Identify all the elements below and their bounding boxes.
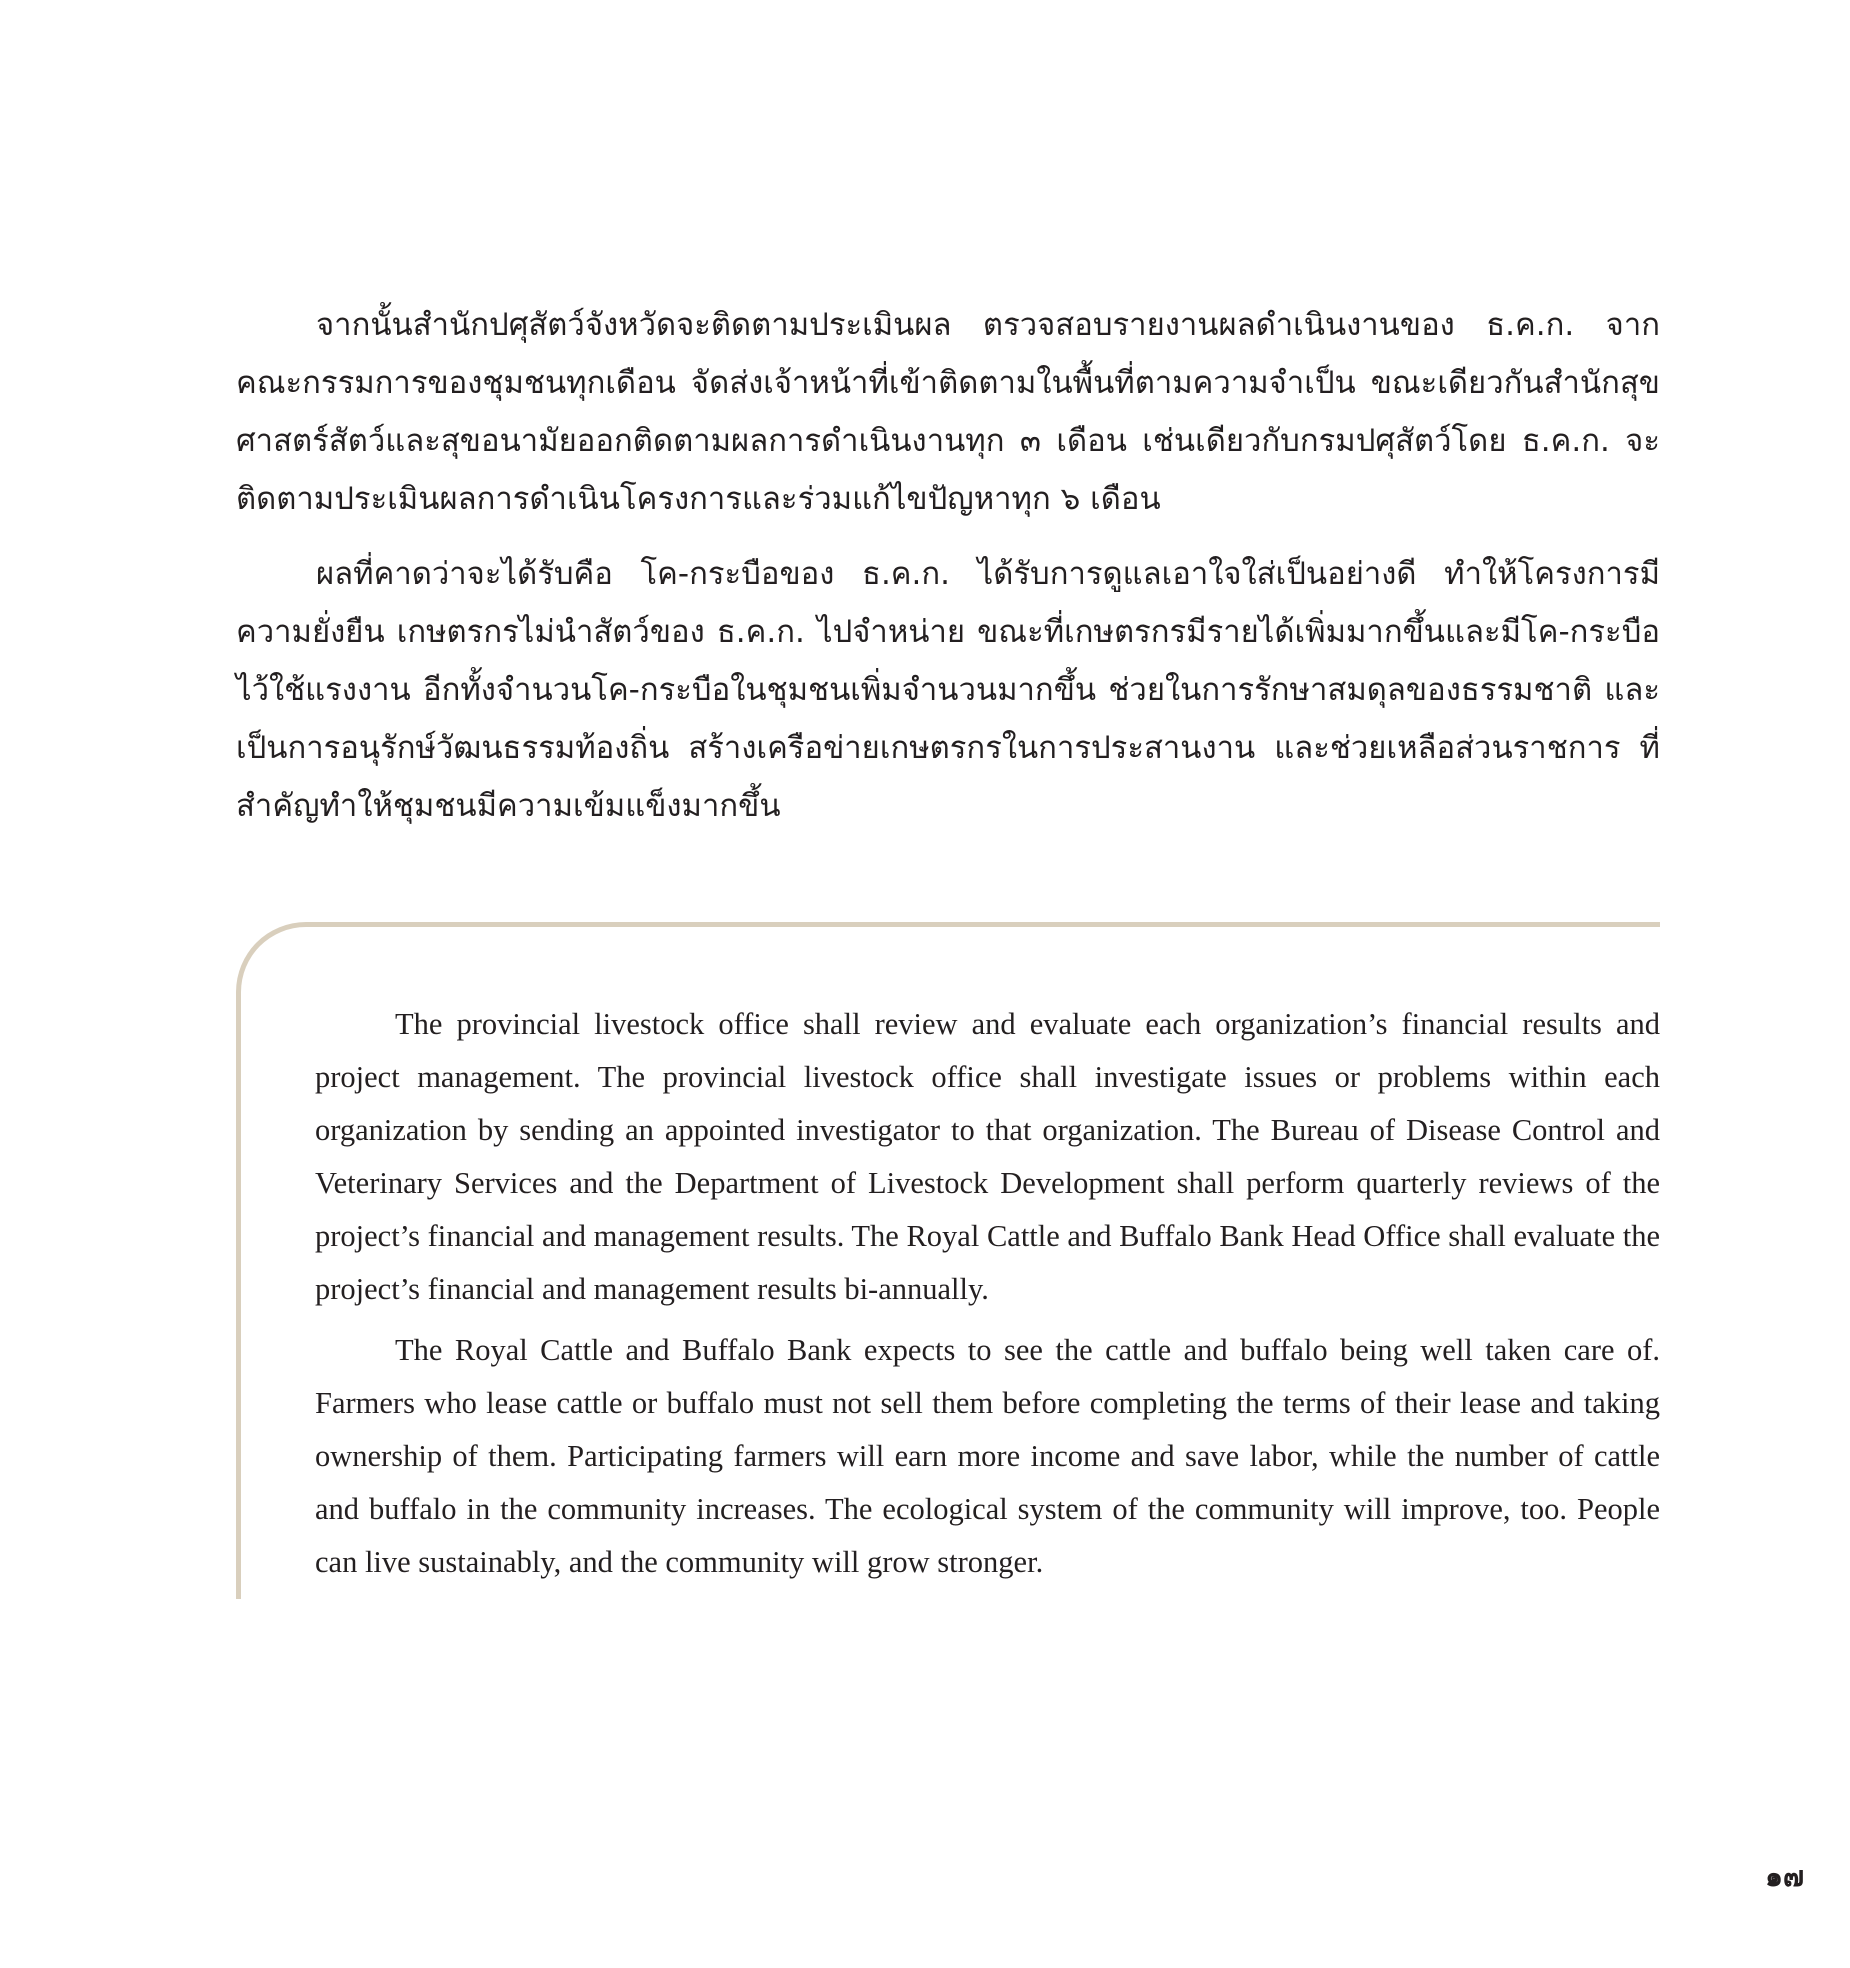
thai-paragraph: ผลที่คาดว่าจะได้รับคือ โค-กระบือของ ธ.ค.ก. ได้รับการดูแลเอาใจใส่เป็นอย่างดี ทำให้โครงการมีความยั่งยืน เกษตรกรไม่นำสัตว์ของ ธ.ค.ก. ไปจำหน่าย ขณะที่เกษตรกรมีรายได้เพิ่มมากขึ้นและมีโค-กระบือไว้ใช้แรงงาน อีกทั้งจำนวนโค-กระบือในชุมชนเพิ่มจำนวนมากขึ้น ช่วยในการรักษาสมดุลของธรรมชาติ และเป็นการอนุรักษ์วัฒนธรรมท้องถิ่น สร้างเครือข่ายเกษตรกรในการประสานงาน และช่วยเหลือส่วนราชการ ที่สำคัญทำให้ชุมชนมีความเข้มแข็งมากขึ้น (236, 556, 1660, 824)
english-text-section (315, 998, 1660, 1597)
page-number: ๑๗ (1765, 1860, 1804, 1893)
thai-paragraph: จากนั้นสำนักปศุสัตว์จังหวัดจะติดตามประเมินผล ตรวจสอบรายงานผลดำเนินงานของ ธ.ค.ก. จากคณะกรรมการของชุมชนทุกเดือน จัดส่งเจ้าหน้าที่เข้าติดตามในพื้นที่ตามความจำเป็น ขณะเดียวกันสำนักสุขศาสตร์สัตว์และสุขอนามัยออกติดตามผลการดำเนินงานทุก ๓ เดือน เช่นเดียวกับกรมปศุสัตว์โดย ธ.ค.ก. จะติดตามประเมินผลการดำเนินโครงการและร่วมแก้ไขปัญหาทุก ๖ เดือน (236, 307, 1660, 517)
thai-text-section (236, 296, 1660, 852)
english-paragraph: The Royal Cattle and Buffalo Bank expects to see the cattle and buffalo being well taken care of. Farmers who lease cattle or buffalo must not sell them before completing the terms of their lease and taking ownership of them. Participating farmers will earn more income and save labor, while the number of cattle and buffalo in the community increases. The ecological system of the community will improve, too. People can live sustainably, and the community will grow stronger. (315, 1333, 1660, 1579)
english-paragraph: The provincial livestock office shall review and evaluate each organization’s financial results and project management. The provincial livestock office shall investigate issues or problems within each organization by sending an appointed investigator to that organization. The Bureau of Disease Control and Veterinary Services and the Department of Livestock Development shall perform quarterly reviews of the project’s financial and management results. The Royal Cattle and Buffalo Bank Head Office shall evaluate the project’s financial and management results bi-annually. (315, 1007, 1660, 1306)
